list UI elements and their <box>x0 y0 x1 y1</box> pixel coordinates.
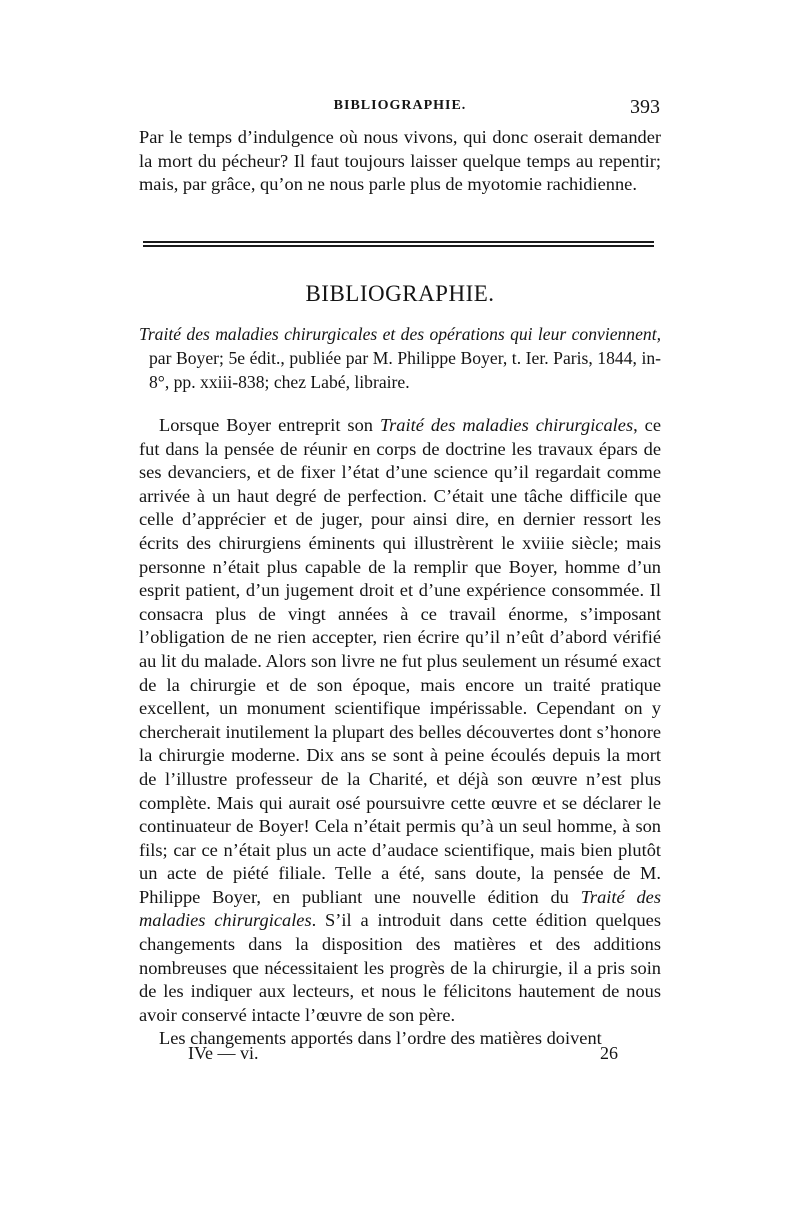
signature-mark: IVe — vi. <box>188 1043 259 1063</box>
cited-title: Traité des maladies chirurgicales <box>379 415 634 435</box>
running-head <box>140 96 660 120</box>
cited-title: Traité des maladies chirurgicales <box>139 886 661 931</box>
intro-paragraph: Par le temps d’indulgence où nous vivons, qui donc oserait demander la mort du pécheur? Il faut toujours laisser quelque temps au repentir; mais, par grâce, qu’on ne nous parle plus de myotomie rachidienne. <box>139 127 661 195</box>
section-title: BIBLIOGRAPHIE. <box>305 281 495 306</box>
page-footer <box>188 1043 618 1067</box>
divider-line-thin <box>143 241 654 243</box>
book-title: Traité des maladies chirurgicales et des opérations qui leur conviennent, <box>139 324 661 344</box>
publication-details: par Boyer; 5e édit., publiée par M. Philippe Boyer, t. Ier. Paris, 1844, in-8°, pp. xxiii-838; chez Labé, libraire. <box>149 348 661 392</box>
body-text: , ce fut dans la pensée de réunir en corps de doctrine les travaux épars de ses devanciers, et de fixer l’état d’une science qu’il regardait comme arrivée à un haut degré de perfection. C’était une tâche difficile que celle d’apprécier et de juger, pour ainsi dire, en dernier ressort les écrits des chirurgiens éminents qui illustrèrent le xviiie siècle; mais personne n’était plus capable de la remplir que Boyer, homme d’un esprit patient, d’un jugement droit et d’une expérience consommée. Il consacra plus de vingt années à ce travail énorme, s’imposant l’obligation de ne rien accepter, rien écrire qu’il n’eût d’abord vérifié au lit du malade. Alors son livre ne fut plus seulement un résumé exact de la chirurgie et de son époque, mais encore un traité pratique excellent, un monument scientifique impérissable. Cependant on y chercherait inutilement la plupart des belles découvertes dont s’honore la chirurgie moderne. Dix ans se sont à peine écoulés depuis la mort de l’illustre professeur de la Charité, et déjà son œuvre n’est plus complète. Mais qui aurait osé poursuivre cette œuvre et se déclarer le continuateur de Boyer! Cela n’était permis qu’à un seul homme, à son fils; car ce n’était plus un acte d’audace scientifique, mais bien plutôt un acte de piété filiale. Telle a été, sans doute, la pensée de M. Philippe Boyer, en publiant une nouvelle édition du <box>139 415 662 907</box>
running-head-title: BIBLIOGRAPHIE. <box>333 98 467 113</box>
body-text: . S’il a introduit dans cette édition quelques changements dans la disposition des matières et des additions nombreuses que nécessitaient les progrès de la chirurgie, il a pris soin de les indiquer aux lecteurs, et nous le félicitons hautement de nous avoir conservé intacte l’œuvre de son père. <box>139 910 661 1025</box>
page-number: 393 <box>630 96 660 118</box>
intro-paragraph-block <box>139 126 661 197</box>
review-body <box>139 414 661 1051</box>
bibliographic-entry <box>139 322 661 394</box>
bibliographic-citation <box>139 322 661 394</box>
sheet-number: 26 <box>600 1043 618 1063</box>
body-paragraph-1 <box>139 414 661 1027</box>
divider-line-thick <box>143 245 654 247</box>
section-divider-rule <box>143 241 654 248</box>
body-paragraph-2: Les changements apportés dans l’ordre des matières doivent <box>159 1028 602 1049</box>
body-text: Lorsque Boyer entreprit son <box>159 415 380 435</box>
